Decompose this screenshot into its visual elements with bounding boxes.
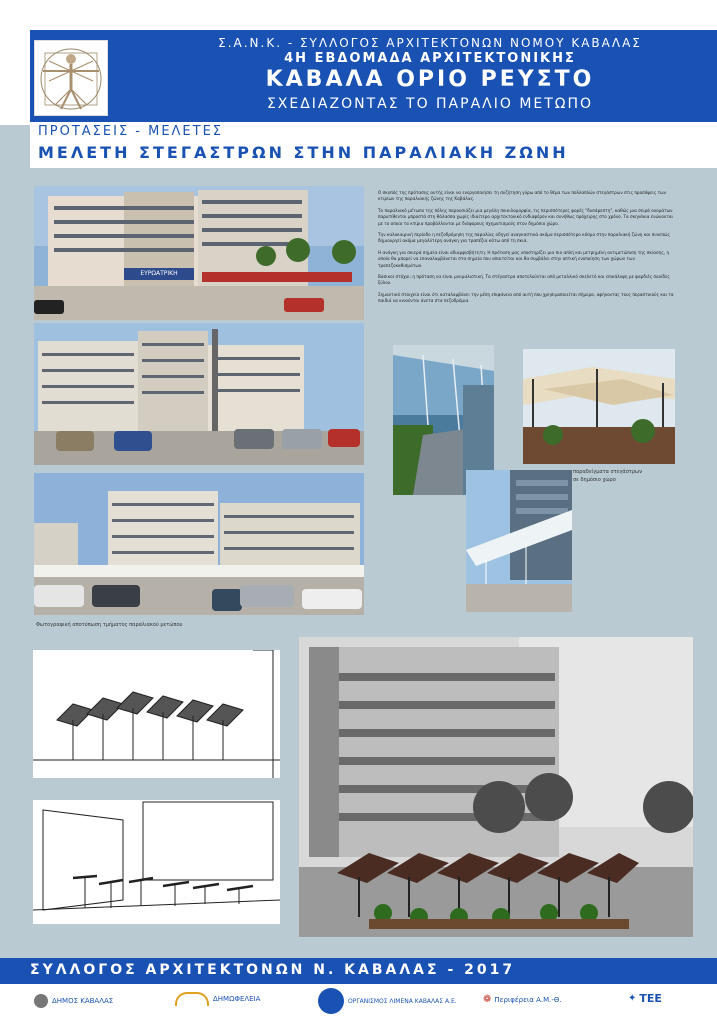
description-paragraph: Η ανάγκη για σκιερά σημεία είναι αδιαμφισβήτητη. Η πρόταση μας υποστηρίζει μια πιο απλή και μετρημένη αντιμετώπιση της σκίασης, η οποία θα μπορεί να επαναλαμβάνεται στα σημεία που απαιτείται και θα συμβάλει στην οπτική ενοποίηση των χώρων των τραπεζοκαθισμάτων. [378,249,670,268]
examples-caption-2: σε δημόσιο χώρο [573,477,616,483]
description-text [378,190,674,310]
examples-caption-1: παραδείγματα στεγάστρων [573,469,643,475]
photos-caption: Φωτογραφική αποτύπωση τμήματος παραλιακού μετώπου [36,622,183,628]
waterfront-photo-1 [34,186,364,320]
canopy-sketch-1 [33,650,280,778]
footer-title: ΣΥΛΛΟΓΟΣ ΑΡΧΙΤΕΚΤΟΝΩΝ Ν. ΚΑΒΑΛΑΣ - 2017 [30,962,516,978]
description-paragraph: Ο σκοπός της πρότασης αυτής είναι να ενεργοποιήσει τη συζήτηση γύρω από το θέμα των πολλαπλών στεγάστρων στις προσόψεις των κτιρίων της παραλιακής ζώνης της Καβάλας. [378,190,666,202]
sponsor-label: Περιφέρεια Α.Μ.-Θ. [494,995,562,1004]
header-line-4: ΣΧΕΔΙΑΖΟΝΤΑΣ ΤΟ ΠΑΡΑΛΙΟ ΜΕΤΩΠΟ [266,96,594,112]
sponsor-label: ΔΗΜΟΣ ΚΑΒΑΛΑΣ [52,997,114,1005]
vitruvian-logo [34,40,108,116]
sponsors-bar [0,984,717,1024]
sponsor-perifereia [483,994,562,1005]
tee-logo-icon: ✦ [628,993,637,1004]
sponsor-dimos-kavalas [34,994,113,1008]
canopy-sketch-2 [33,800,280,924]
subtitle-line-1: ΠΡΟΤΑΣΕΙΣ - ΜΕΛΕΤΕΣ [38,124,224,139]
waterfront-photo-3 [34,473,364,615]
waterfront-photo-2 [34,323,364,465]
description-paragraph: Το παραλιακό μέτωπο της πόλης παρουσιάζει μια μεγάλη ποικιλομορφία, τις περισσότερες φορές "δυσάρεστη", καθώς μια σειρά ονομάτων παρατίθενται μπροστά στη θάλασσα χωρίς ιδιαίτερο αρχιτεκτονικό ενδιαφέρον και συνήθως πρόχειρης στο χρόνο. Τα σκηνάκια ενώνονται με το οποίο τα κτίρια προβάλλονται με διάφορους σχηματισμούς στον δημόσιο χώρο. [378,207,673,226]
rainbow-icon [175,992,209,1006]
sponsor-dimofeleia [175,992,260,1006]
dimos-emblem-icon [34,994,48,1008]
flower-icon: ❁ [483,994,492,1005]
example-photo-canopy-3 [466,470,572,612]
port-seal-icon [318,988,344,1014]
description-paragraph: Βασικοί στόχοι: η πρόταση να είναι μινιμαλιστική. Τα στέγαστρα αποτελούνται από μεταλλικό σκελετό και επικάλυψη με φαρδιές σανίδες ξύλου. [378,274,670,286]
header-line-1: Σ.Α.Ν.Κ. - ΣΥΛΛΟΓΟΣ ΑΡΧΙΤΕΚΤΟΝΩΝ ΝΟΜΟΥ ΚΑΒΑΛΑΣ [218,36,642,50]
header-line-2: 4Η ΕΒΔΟΜΑΔΑ ΑΡΧΙΤΕΚΤΟΝΙΚΗΣ [284,51,576,66]
description-paragraph: Την καλοκαιρινή περίοδο η πεζοδρόμηση της παραλίας οδηγεί αναγκαστικά ακόμα περισσότερο κόσμο στην παραλιακή ζώνη και συνεπώς δημιουργεί ακόμα μεγαλύτερη ανάγκη για τραπέζια κάτω από τη σκιά. [378,232,670,244]
sponsor-label: ΤΕΕ [639,992,662,1005]
sponsor-tee [628,992,662,1005]
description-paragraph: Σημαντικό στοιχείο είναι ότι καταλαμβάνει την μέση επιφάνεια από αυτή που χρησιμοποιείται σήμερα, αφήνοντας τους περαστικούς και τα παιδιά να κινούνται άνετα στα πεζοδρόμια. [378,291,674,304]
example-photo-canopy-2 [523,349,675,464]
store-sign: ΕΥΡΩΑΤΡΙΚΗ [140,270,178,277]
sponsor-label: ΔΗΜΩΦΕΛΕΙΑ [213,995,261,1003]
sponsor-port-authority [318,988,457,1014]
subtitle-line-2: ΜΕΛΕΤΗ ΣΤΕΓΑΣΤΡΩΝ ΣΤΗΝ ΠΑΡΑΛΙΑΚΗ ΖΩΝΗ [38,143,569,162]
header-title: ΚΑΒΑΛΑ ΟΡΙΟ ΡΕΥΣΤΟ [265,67,595,92]
sponsor-label: ΟΡΓΑΝΙΣΜΟΣ ΛΙΜΕΝΑ ΚΑΒΑΛΑΣ Α.Ε. [348,997,457,1005]
canopy-render [299,637,693,937]
